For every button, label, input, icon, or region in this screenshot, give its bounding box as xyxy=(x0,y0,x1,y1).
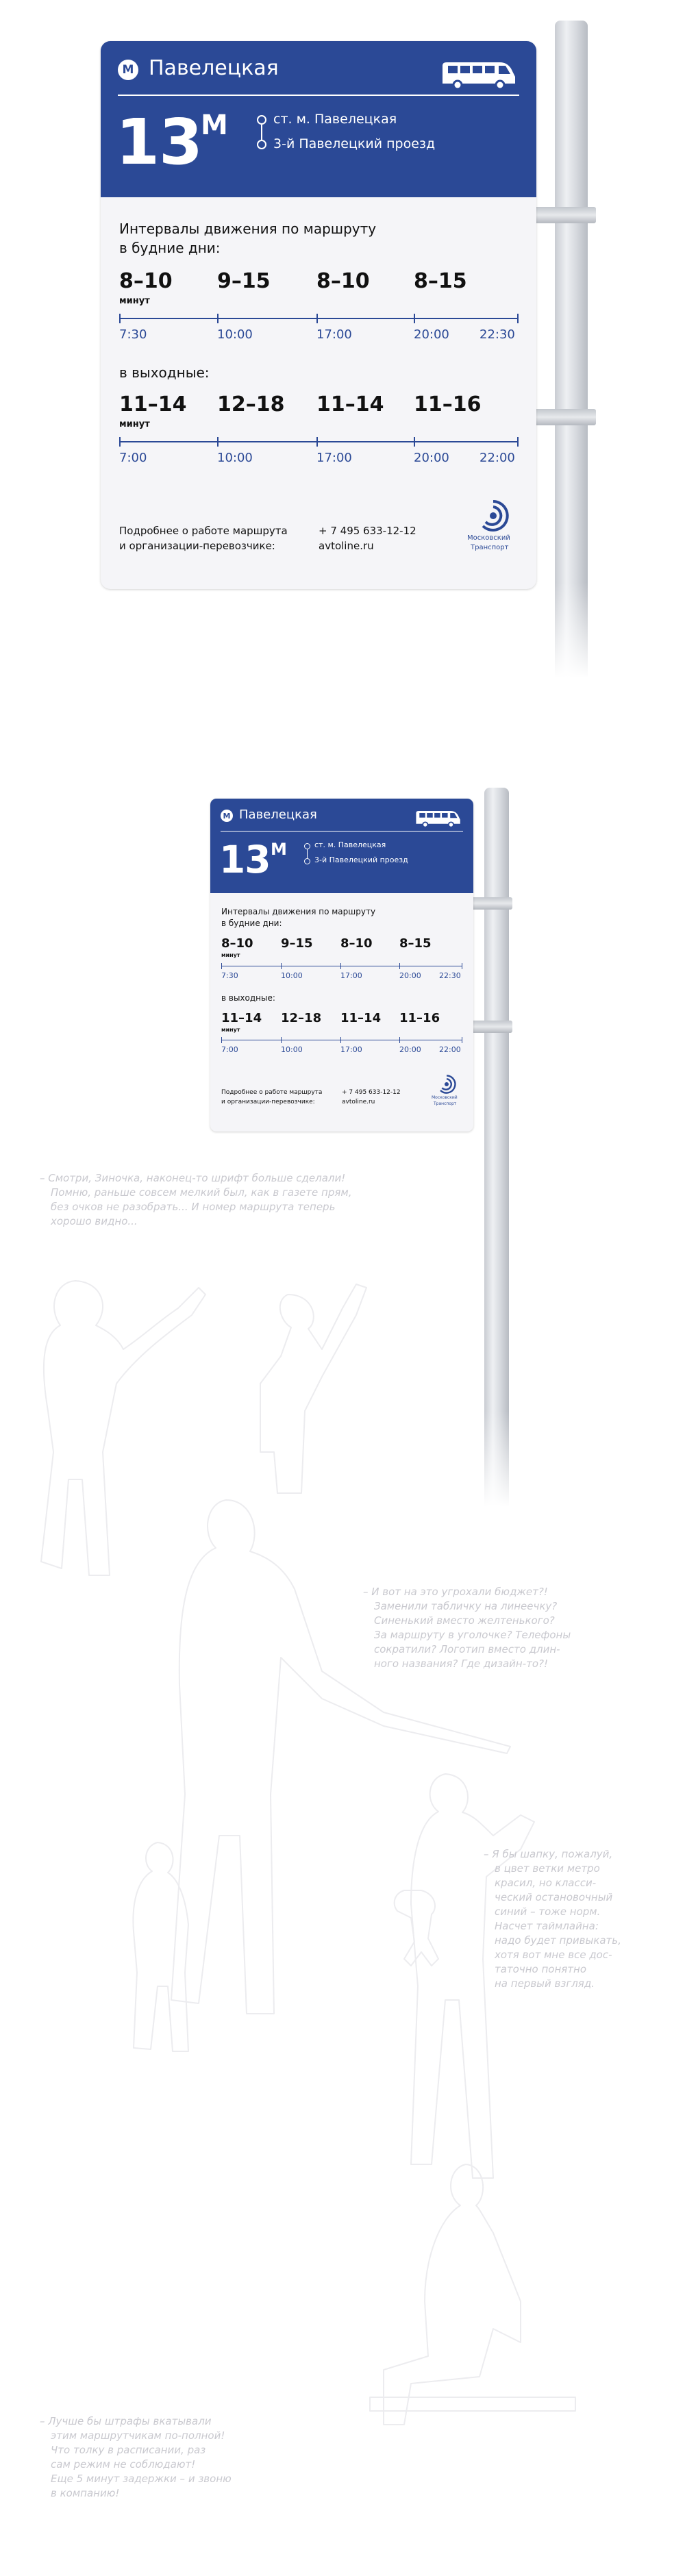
weekend-heading: в выходные: xyxy=(119,364,210,381)
timeline-tick xyxy=(399,963,400,969)
comment-2 xyxy=(363,1585,571,1671)
moscow-transport-logo-icon xyxy=(476,499,510,533)
comment-line: – И вот на это угрохали бюджет?! xyxy=(363,1586,548,1598)
weekday-time: 17:00 xyxy=(316,327,352,342)
sign-pole xyxy=(555,21,588,678)
timeline-tick xyxy=(340,1037,341,1043)
logo-text: Московский xyxy=(432,1095,458,1100)
comment-line: сам режим не соблюдают! xyxy=(51,2458,196,2471)
stop-marker xyxy=(257,115,266,125)
comment-line: сократили? Логотип вместо длин- xyxy=(374,1643,560,1655)
stop-connector xyxy=(307,849,308,858)
comment-line: в компанию! xyxy=(51,2487,120,2499)
station-name: Павелецкая xyxy=(239,808,317,822)
comment-line: Синенький вместо желтенького? xyxy=(374,1614,555,1627)
comment-1 xyxy=(40,1171,351,1229)
weekday-interval: 8–15 xyxy=(399,936,432,951)
comment-line: хорошо видно... xyxy=(51,1215,138,1227)
weekday-heading: в будние дни: xyxy=(221,918,282,928)
timeline-tick xyxy=(340,963,341,969)
logo-text: Московский xyxy=(467,534,510,542)
stop-first: ст. м. Павелецкая xyxy=(273,112,397,127)
weekend-time: 10:00 xyxy=(281,1045,303,1054)
weekday-time: 22:30 xyxy=(480,327,515,342)
stop-marker xyxy=(257,140,266,149)
weekend-interval: 11–16 xyxy=(399,1011,440,1025)
intervals-heading: Интервалы движения по маршруту xyxy=(221,907,376,916)
minutes-label: минут xyxy=(221,1027,240,1033)
comment-line: Что толку в расписании, раз xyxy=(51,2444,206,2456)
comment-line: на первый взгляд. xyxy=(495,1977,595,1990)
comment-line: – Я бы шапку, пожалуй, xyxy=(484,1848,613,1860)
weekend-time: 20:00 xyxy=(414,451,449,465)
comment-line: ческий остановочный xyxy=(495,1891,613,1903)
weekday-interval: 9–15 xyxy=(281,936,313,951)
minutes-label: минут xyxy=(119,419,150,429)
weekend-time: 7:00 xyxy=(119,451,147,465)
weekday-time: 7:30 xyxy=(221,971,238,980)
weekday-time: 20:00 xyxy=(399,971,421,980)
bus-stop-sign-small xyxy=(210,799,473,1131)
weekend-interval: 11–14 xyxy=(316,392,384,416)
timeline-tick xyxy=(517,437,519,447)
metro-icon xyxy=(118,60,138,80)
weekend-time: 17:00 xyxy=(316,451,352,465)
stop-connector xyxy=(261,125,262,140)
stop-marker xyxy=(304,843,310,849)
weekday-interval: 9–15 xyxy=(217,269,271,293)
stop-second: 3-й Павелецкий проезд xyxy=(314,855,408,864)
minutes-label: минут xyxy=(119,296,150,306)
comment-line: – Лучше бы штрафы вкатывали xyxy=(40,2415,212,2427)
weekend-interval: 11–14 xyxy=(119,392,187,416)
comment-line: Еще 5 минут задержки – и звоню xyxy=(51,2473,232,2485)
timeline-tick xyxy=(217,437,219,447)
footer-info: Подробнее о работе маршрута xyxy=(119,525,288,537)
comment-line: таточно понятно xyxy=(495,1963,586,1975)
weekend-time: 10:00 xyxy=(217,451,253,465)
comment-3 xyxy=(484,1847,621,1991)
timeline-tick xyxy=(119,314,121,323)
weekday-interval: 8–15 xyxy=(414,269,467,293)
timeline-tick xyxy=(414,314,415,323)
comment-line: – Смотри, Зиночка, наконец-то шрифт больше сделали! xyxy=(40,1172,346,1184)
pole-clamp xyxy=(471,1021,512,1033)
timeline-tick xyxy=(517,314,519,323)
pole-clamp xyxy=(534,409,596,425)
timeline-tick xyxy=(316,314,318,323)
website: avtoline.ru xyxy=(319,540,374,552)
weekend-timeline xyxy=(119,441,519,442)
metro-icon xyxy=(221,810,233,822)
logo-text: Транспорт xyxy=(471,544,509,551)
header-divider xyxy=(118,95,519,96)
comment-line: хотя вот мне все дос- xyxy=(495,1949,612,1961)
weekday-time: 22:30 xyxy=(439,971,461,980)
comment-line: ного названия? Где дизайн-то?! xyxy=(374,1658,548,1670)
website: avtoline.ru xyxy=(342,1099,375,1105)
pole-clamp xyxy=(534,207,596,223)
route-suffix: М xyxy=(271,840,287,859)
footer-info: и организации-перевозчике: xyxy=(119,540,275,552)
metro-symbol: М xyxy=(122,63,134,77)
phone-number: + 7 495 633-12-12 xyxy=(342,1089,401,1096)
logo-text: Транспорт xyxy=(434,1101,457,1106)
stop-marker xyxy=(304,858,310,864)
weekday-interval: 8–10 xyxy=(340,936,373,951)
route-number: 13 xyxy=(219,838,271,881)
timeline-tick xyxy=(221,1037,222,1043)
weekend-time: 17:00 xyxy=(340,1045,362,1054)
comment-4 xyxy=(40,2414,232,2501)
timeline-tick xyxy=(119,437,121,447)
weekday-time: 17:00 xyxy=(340,971,362,980)
comment-line: в цвет ветки метро xyxy=(495,1862,600,1875)
timeline-tick xyxy=(281,1037,282,1043)
bus-stop-sign xyxy=(101,41,536,589)
stop-second: 3-й Павелецкий проезд xyxy=(273,136,436,151)
weekend-interval: 11–14 xyxy=(221,1011,262,1025)
weekend-time: 7:00 xyxy=(221,1045,238,1054)
weekend-interval: 12–18 xyxy=(217,392,285,416)
weekend-interval: 11–16 xyxy=(414,392,482,416)
footer-info: и организации-перевозчике: xyxy=(221,1099,315,1105)
timeline-tick xyxy=(316,437,318,447)
route-number: 13 xyxy=(116,105,203,179)
pole-clamp xyxy=(471,897,512,910)
weekday-heading: в будние дни: xyxy=(119,240,221,256)
weekday-timeline xyxy=(119,318,519,319)
stop-first: ст. м. Павелецкая xyxy=(314,840,386,849)
weekend-heading: в выходные: xyxy=(221,993,275,1003)
timeline-tick xyxy=(399,1037,400,1043)
weekend-interval: 11–14 xyxy=(340,1011,382,1025)
comment-line: красил, но класси- xyxy=(495,1877,597,1889)
sign-header xyxy=(101,41,536,197)
timeline-tick xyxy=(217,314,219,323)
weekend-time: 20:00 xyxy=(399,1045,421,1054)
comment-line: синий – тоже норм. xyxy=(495,1905,601,1918)
timeline-tick xyxy=(281,963,282,969)
comment-line: Насчет таймлайна: xyxy=(495,1920,599,1932)
weekday-time: 20:00 xyxy=(414,327,449,342)
sign-header xyxy=(210,799,473,893)
weekend-time: 22:00 xyxy=(439,1045,461,1054)
station-name: Павелецкая xyxy=(149,56,279,80)
weekday-time: 7:30 xyxy=(119,327,147,342)
minutes-label: минут xyxy=(221,952,240,958)
moscow-transport-logo-icon xyxy=(436,1074,457,1095)
weekday-time: 10:00 xyxy=(281,971,303,980)
route-suffix: М xyxy=(201,110,228,141)
timeline-tick xyxy=(414,437,415,447)
weekday-interval: 8–10 xyxy=(119,269,173,293)
comment-line: этим маршрутчикам по-полной! xyxy=(51,2429,225,2442)
metro-symbol: М xyxy=(223,811,231,821)
phone-number: + 7 495 633-12-12 xyxy=(319,525,416,537)
weekday-time: 10:00 xyxy=(217,327,253,342)
timeline-tick xyxy=(221,963,222,969)
footer-info: Подробнее о работе маршрута xyxy=(221,1089,323,1096)
weekend-time: 22:00 xyxy=(480,451,515,465)
comment-line: Помню, раньше совсем мелкий был, как в газете прям, xyxy=(51,1186,352,1199)
weekday-interval: 8–10 xyxy=(316,269,370,293)
intervals-heading: Интервалы движения по маршруту xyxy=(119,221,377,237)
bus-icon xyxy=(440,60,516,90)
weekday-interval: 8–10 xyxy=(221,936,253,951)
comment-line: надо будет привыкать, xyxy=(495,1934,621,1947)
weekend-interval: 12–18 xyxy=(281,1011,322,1025)
comment-line: Заменили табличку на линеечку? xyxy=(374,1600,558,1612)
comment-line: без очков не разобрать... И номер маршрута теперь xyxy=(51,1201,336,1213)
comment-line: За маршруту в уголочке? Телефоны xyxy=(374,1629,571,1641)
bus-icon xyxy=(414,810,461,828)
